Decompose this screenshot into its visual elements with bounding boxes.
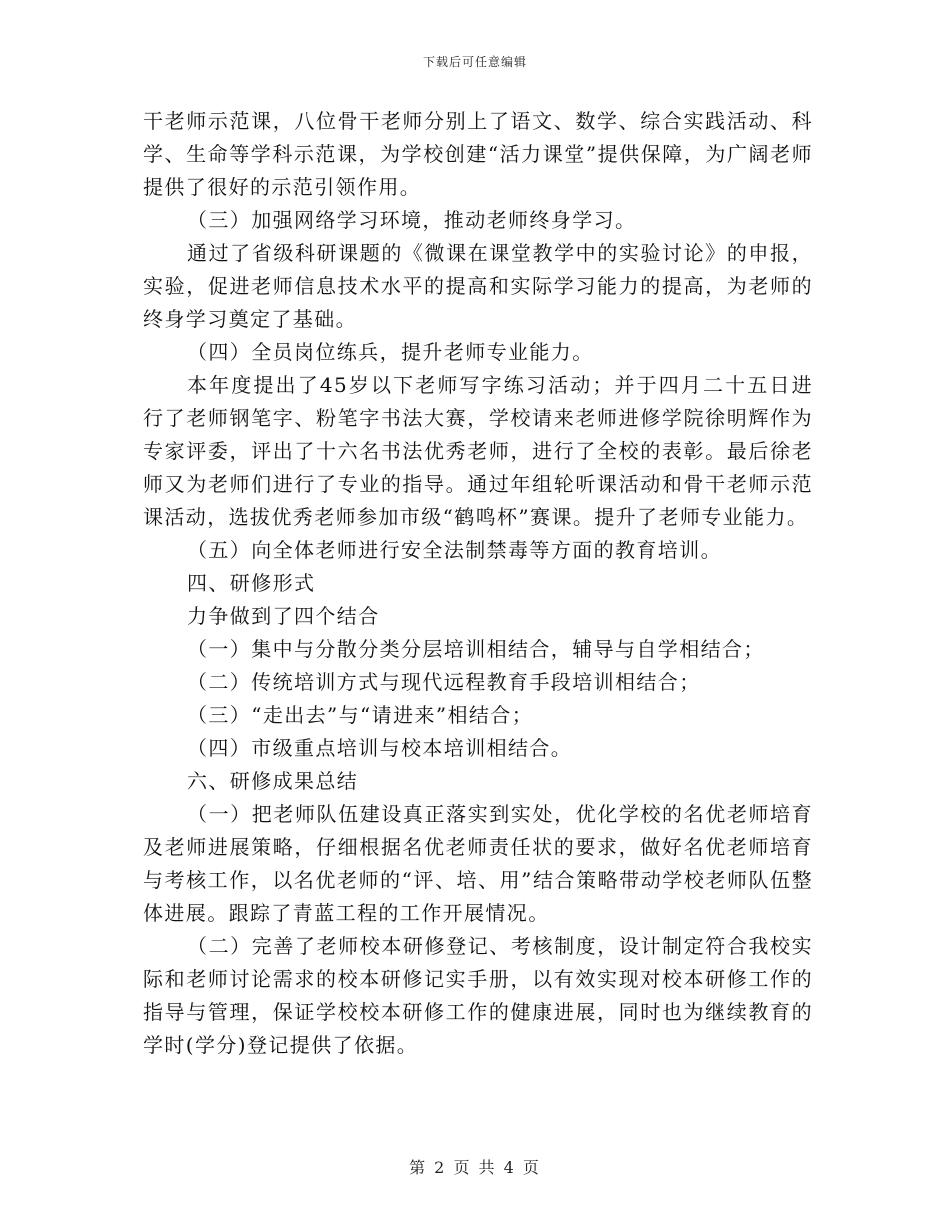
section-heading: 四、研修形式 xyxy=(187,571,316,595)
paragraph: 本年度提出了45岁以下老师写字练习活动；并于四月二十五日进行了老师钢笔字、粉笔字书法大赛，学校请来老师进修学院徐明辉作为专家评委，评出了十六名书法优秀老师，进行了全校的表彰。最后徐老师又为老师们进行了专业的指导。通过年组轮听课活动和骨干老师示范课活动，选拔优秀老师参加市级“鹤鸣杯”赛课。提升了老师专业能力。 xyxy=(143,373,813,529)
section-heading: （三）加强网络学习环境，推动老师终身学习。 xyxy=(187,208,637,232)
document-body xyxy=(143,105,813,1062)
paragraph: 干老师示范课，八位骨干老师分别上了语文、数学、综合实践活动、科学、生命等学科示范课，为学校创建“活力课堂”提供保障，为广阔老师提供了很好的示范引领作用。 xyxy=(143,109,813,199)
list-item: （四）市级重点培训与校本培训相结合。 xyxy=(187,736,573,760)
section-heading: （五）向全体老师进行安全法制禁毒等方面的教育培训。 xyxy=(187,538,722,562)
paragraph: 通过了省级科研课题的《微课在课堂教学中的实验讨论》的申报，实验，促进老师信息技术水平的提高和实际学习能力的提高，为老师的终身学习奠定了基础。 xyxy=(143,241,813,331)
list-item: （三）“走出去”与“请进来”相结合； xyxy=(187,703,534,727)
page-header: 下载后可任意编辑 xyxy=(422,55,527,69)
list-item: （一）集中与分散分类分层培训相结合，辅导与自学相结合； xyxy=(187,637,765,661)
paragraph: 力争做到了四个结合 xyxy=(187,604,380,628)
paragraph: （一）把老师队伍建设真正落实到实处，优化学校的名优老师培育及老师进展策略，仔细根据名优老师责任状的要求，做好名优老师培育与考核工作，以名优老师的“评、培、用”结合策略带动学校老师队伍整体进展。跟踪了青蓝工程的工作开展情况。 xyxy=(143,802,813,925)
paragraph: （二）完善了老师校本研修登记、考核制度，设计制定符合我校实际和老师讨论需求的校本研修记实手册，以有效实现对校本研修工作的指导与管理，保证学校校本研修工作的健康进展，同时也为继续教育的学时(学分)登记提供了依据。 xyxy=(143,934,813,1057)
section-heading: （四）全员岗位练兵，提升老师专业能力。 xyxy=(187,340,594,364)
section-heading: 六、研修成果总结 xyxy=(187,769,359,793)
list-item: （二）传统培训方式与现代远程教育手段培训相结合； xyxy=(187,670,701,694)
page-footer: 第 2 页 共 4 页 xyxy=(409,1158,541,1177)
